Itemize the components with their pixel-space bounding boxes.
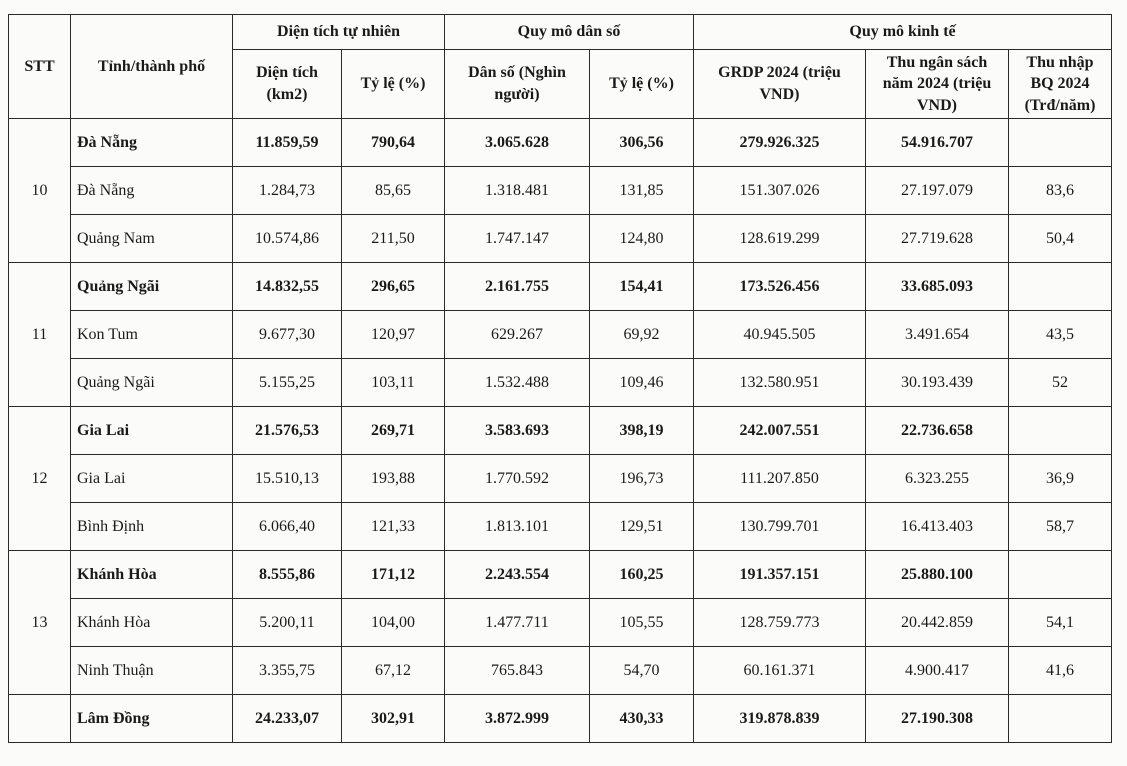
province-name-cell: Đà Nẵng: [71, 167, 233, 215]
header-stt: STT: [9, 15, 71, 119]
table-row: [9, 647, 1112, 695]
area-cell: 24.233,07: [233, 695, 342, 743]
area-ratio-cell: 211,50: [342, 215, 445, 263]
header-population-group: Quy mô dân số: [445, 15, 694, 50]
header-row-1: [9, 15, 1112, 50]
budget-cell: 4.900.417: [866, 647, 1009, 695]
budget-cell: 6.323.255: [866, 455, 1009, 503]
table-row: [9, 599, 1112, 647]
stt-cell: 12: [9, 407, 71, 551]
area-ratio-cell: 296,65: [342, 263, 445, 311]
income-cell: [1009, 551, 1112, 599]
area-ratio-cell: 121,33: [342, 503, 445, 551]
pop-cell: 1.813.101: [445, 503, 590, 551]
pop-cell: 3.065.628: [445, 119, 590, 167]
grdp-cell: 60.161.371: [694, 647, 866, 695]
area-ratio-cell: 171,12: [342, 551, 445, 599]
grdp-cell: 279.926.325: [694, 119, 866, 167]
income-cell: [1009, 263, 1112, 311]
budget-cell: 27.719.628: [866, 215, 1009, 263]
grdp-cell: 128.759.773: [694, 599, 866, 647]
province-name-cell: Lâm Đồng: [71, 695, 233, 743]
budget-cell: 33.685.093: [866, 263, 1009, 311]
grdp-cell: 40.945.505: [694, 311, 866, 359]
pop-ratio-cell: 160,25: [590, 551, 694, 599]
grdp-cell: 242.007.551: [694, 407, 866, 455]
stt-cell: 11: [9, 263, 71, 407]
area-ratio-cell: 269,71: [342, 407, 445, 455]
stt-cell: 10: [9, 119, 71, 263]
province-name-cell: Quảng Ngãi: [71, 359, 233, 407]
province-name-cell: Đà Nẵng: [71, 119, 233, 167]
grdp-cell: 173.526.456: [694, 263, 866, 311]
table-row: [9, 359, 1112, 407]
header-province: Tỉnh/thành phố: [71, 15, 233, 119]
province-name-cell: Gia Lai: [71, 455, 233, 503]
pop-cell: 1.477.711: [445, 599, 590, 647]
income-cell: [1009, 119, 1112, 167]
area-cell: 5.200,11: [233, 599, 342, 647]
pop-cell: 2.243.554: [445, 551, 590, 599]
header-area: Diện tích (km2): [233, 50, 342, 119]
pop-ratio-cell: 306,56: [590, 119, 694, 167]
pop-ratio-cell: 154,41: [590, 263, 694, 311]
budget-cell: 20.442.859: [866, 599, 1009, 647]
area-cell: 3.355,75: [233, 647, 342, 695]
header-income: Thu nhập BQ 2024 (Trđ/năm): [1009, 50, 1112, 119]
area-cell: 6.066,40: [233, 503, 342, 551]
grdp-cell: 319.878.839: [694, 695, 866, 743]
pop-cell: 1.747.147: [445, 215, 590, 263]
table-body: [9, 119, 1112, 743]
pop-ratio-cell: 124,80: [590, 215, 694, 263]
area-ratio-cell: 103,11: [342, 359, 445, 407]
area-ratio-cell: 85,65: [342, 167, 445, 215]
income-cell: [1009, 695, 1112, 743]
budget-cell: 22.736.658: [866, 407, 1009, 455]
header-population: Dân số (Nghìn người): [445, 50, 590, 119]
province-name-cell: Ninh Thuận: [71, 647, 233, 695]
area-ratio-cell: 67,12: [342, 647, 445, 695]
table-row: [9, 695, 1112, 743]
budget-cell: 16.413.403: [866, 503, 1009, 551]
budget-cell: 54.916.707: [866, 119, 1009, 167]
area-cell: 15.510,13: [233, 455, 342, 503]
income-cell: 58,7: [1009, 503, 1112, 551]
pop-cell: 1.532.488: [445, 359, 590, 407]
pop-cell: 1.318.481: [445, 167, 590, 215]
income-cell: 50,4: [1009, 215, 1112, 263]
grdp-cell: 132.580.951: [694, 359, 866, 407]
area-cell: 11.859,59: [233, 119, 342, 167]
statistics-table: [8, 14, 1112, 743]
pop-ratio-cell: 430,33: [590, 695, 694, 743]
stt-cell: [9, 695, 71, 743]
header-area-group: Diện tích tự nhiên: [233, 15, 445, 50]
area-ratio-cell: 193,88: [342, 455, 445, 503]
income-cell: [1009, 407, 1112, 455]
income-cell: 43,5: [1009, 311, 1112, 359]
area-cell: 9.677,30: [233, 311, 342, 359]
grdp-cell: 130.799.701: [694, 503, 866, 551]
table-row: [9, 167, 1112, 215]
pop-ratio-cell: 54,70: [590, 647, 694, 695]
table-row: [9, 311, 1112, 359]
header-population-ratio: Tỷ lệ (%): [590, 50, 694, 119]
income-cell: 54,1: [1009, 599, 1112, 647]
province-name-cell: Khánh Hòa: [71, 551, 233, 599]
budget-cell: 25.880.100: [866, 551, 1009, 599]
province-name-cell: Quảng Nam: [71, 215, 233, 263]
income-cell: 83,6: [1009, 167, 1112, 215]
table-row: [9, 119, 1112, 167]
header-grdp: GRDP 2024 (triệu VND): [694, 50, 866, 119]
area-ratio-cell: 790,64: [342, 119, 445, 167]
pop-ratio-cell: 196,73: [590, 455, 694, 503]
table-row: [9, 407, 1112, 455]
area-cell: 21.576,53: [233, 407, 342, 455]
table-row: [9, 503, 1112, 551]
province-name-cell: Kon Tum: [71, 311, 233, 359]
pop-cell: 3.872.999: [445, 695, 590, 743]
income-cell: 41,6: [1009, 647, 1112, 695]
budget-cell: 3.491.654: [866, 311, 1009, 359]
area-ratio-cell: 104,00: [342, 599, 445, 647]
header-area-ratio: Tỷ lệ (%): [342, 50, 445, 119]
pop-cell: 1.770.592: [445, 455, 590, 503]
budget-cell: 27.190.308: [866, 695, 1009, 743]
pop-ratio-cell: 109,46: [590, 359, 694, 407]
pop-ratio-cell: 129,51: [590, 503, 694, 551]
budget-cell: 27.197.079: [866, 167, 1009, 215]
pop-ratio-cell: 69,92: [590, 311, 694, 359]
income-cell: 52: [1009, 359, 1112, 407]
grdp-cell: 111.207.850: [694, 455, 866, 503]
pop-cell: 765.843: [445, 647, 590, 695]
area-cell: 5.155,25: [233, 359, 342, 407]
header-economy-group: Quy mô kinh tế: [694, 15, 1112, 50]
grdp-cell: 151.307.026: [694, 167, 866, 215]
area-ratio-cell: 120,97: [342, 311, 445, 359]
table-row: [9, 551, 1112, 599]
area-cell: 14.832,55: [233, 263, 342, 311]
area-cell: 8.555,86: [233, 551, 342, 599]
budget-cell: 30.193.439: [866, 359, 1009, 407]
table-row: [9, 455, 1112, 503]
table-row: [9, 263, 1112, 311]
area-cell: 1.284,73: [233, 167, 342, 215]
province-name-cell: Khánh Hòa: [71, 599, 233, 647]
pop-cell: 2.161.755: [445, 263, 590, 311]
pop-ratio-cell: 131,85: [590, 167, 694, 215]
header-budget: Thu ngân sách năm 2024 (triệu VND): [866, 50, 1009, 119]
pop-cell: 629.267: [445, 311, 590, 359]
grdp-cell: 128.619.299: [694, 215, 866, 263]
province-name-cell: Quảng Ngãi: [71, 263, 233, 311]
province-name-cell: Bình Định: [71, 503, 233, 551]
income-cell: 36,9: [1009, 455, 1112, 503]
pop-cell: 3.583.693: [445, 407, 590, 455]
pop-ratio-cell: 105,55: [590, 599, 694, 647]
province-name-cell: Gia Lai: [71, 407, 233, 455]
stt-cell: 13: [9, 551, 71, 695]
grdp-cell: 191.357.151: [694, 551, 866, 599]
table-row: [9, 215, 1112, 263]
area-ratio-cell: 302,91: [342, 695, 445, 743]
pop-ratio-cell: 398,19: [590, 407, 694, 455]
area-cell: 10.574,86: [233, 215, 342, 263]
